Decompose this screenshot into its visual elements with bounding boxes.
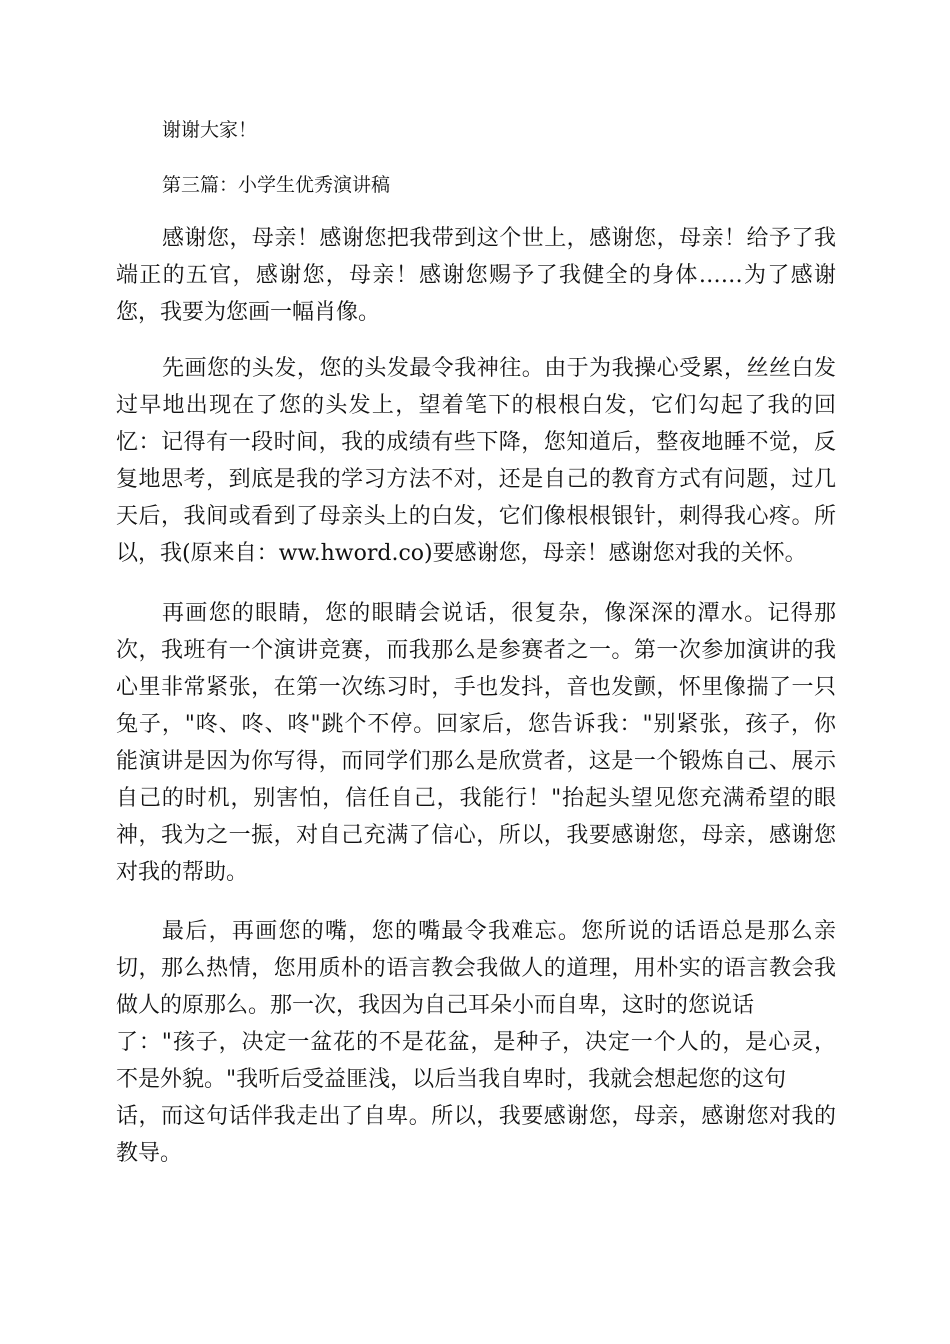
paragraph-line: 话，而这句话伴我走出了自卑。所以，我要感谢您，母亲，感谢您对我的 xyxy=(116,1104,836,1129)
paragraph-line: 最后，再画您的嘴，您的嘴最令我难忘。您所说的话语总是那么亲 xyxy=(162,919,836,944)
paragraph-line: 了："孩子，决定一盆花的不是花盆，是种子，决定一个人的，是心灵， xyxy=(116,1030,836,1055)
paragraph-line: 再画您的眼睛，您的眼睛会说话，很复杂，像深深的潭水。记得那 xyxy=(162,601,836,626)
paragraph-line: 次，我班有一个演讲竞赛，而我那么是参赛者之一。第一次参加演讲的我 xyxy=(116,638,836,663)
paragraph-4 xyxy=(116,913,836,1172)
paragraph-line: 兔子，"咚、咚、咚"跳个不停。回家后，您告诉我："别紧张，孩子，你 xyxy=(116,712,836,737)
paragraph-1 xyxy=(116,220,836,331)
paragraph-line: 忆：记得有一段时间，我的成绩有些下降，您知道后，整夜地睡不觉，反 xyxy=(116,430,836,455)
paragraph-line: 神，我为之一振，对自己充满了信心，所以，我要感谢您，母亲，感谢您 xyxy=(116,823,836,848)
paragraph-line: 自己的时机，别害怕，信任自己，我能行！"抬起头望见您充满希望的眼 xyxy=(116,786,836,811)
paragraph-line: 先画您的头发，您的头发最令我神往。由于为我操心受累，丝丝白发 xyxy=(162,356,836,381)
paragraph-line: 心里非常紧张，在第一次练习时，手也发抖，音也发颤，怀里像揣了一只 xyxy=(116,675,836,700)
paragraph-2 xyxy=(116,350,836,572)
paragraph-line: 教导。 xyxy=(116,1141,183,1166)
paragraph-line: 过早地出现在了您的头发上，望着笔下的根根白发，它们勾起了我的回 xyxy=(116,393,836,418)
section-heading: 第三篇：小学生优秀演讲稿 xyxy=(162,174,391,196)
paragraph-line: 切，那么热情，您用质朴的语言教会我做人的道理，用朴实的语言教会我 xyxy=(116,956,836,981)
paragraph-line: 对我的帮助。 xyxy=(116,860,249,885)
paragraph-line: 以，我(原来自：ww.hword.co)要感谢您，母亲！感谢您对我的关怀。 xyxy=(116,541,807,566)
paragraph-line: 不是外貌。"我听后受益匪浅，以后当我自卑时，我就会想起您的这句 xyxy=(116,1067,787,1092)
paragraph-3 xyxy=(116,595,836,891)
paragraph-line: 您，我要为您画一幅肖像。 xyxy=(116,300,381,325)
paragraph-line: 天后，我间或看到了母亲头上的白发，它们像根根银针，刺得我心疼。所 xyxy=(116,504,836,529)
paragraph-line: 端正的五官，感谢您，母亲！感谢您赐予了我健全的身体……为了感谢 xyxy=(116,263,836,288)
paragraph-line: 能演讲是因为你写得，而同学们那么是欣赏者，这是一个锻炼自己、展示 xyxy=(116,749,836,774)
paragraph-line: 做人的原那么。那一次，我因为自己耳朵小而自卑，这时的您说话 xyxy=(116,993,755,1018)
paragraph-line: 复地思考，到底是我的学习方法不对，还是自己的教育方式有问题，过几 xyxy=(116,467,836,492)
paragraph-line: 感谢您，母亲！感谢您把我带到这个世上，感谢您，母亲！给予了我 xyxy=(162,226,836,251)
closing-thanks: 谢谢大家！ xyxy=(162,119,258,141)
